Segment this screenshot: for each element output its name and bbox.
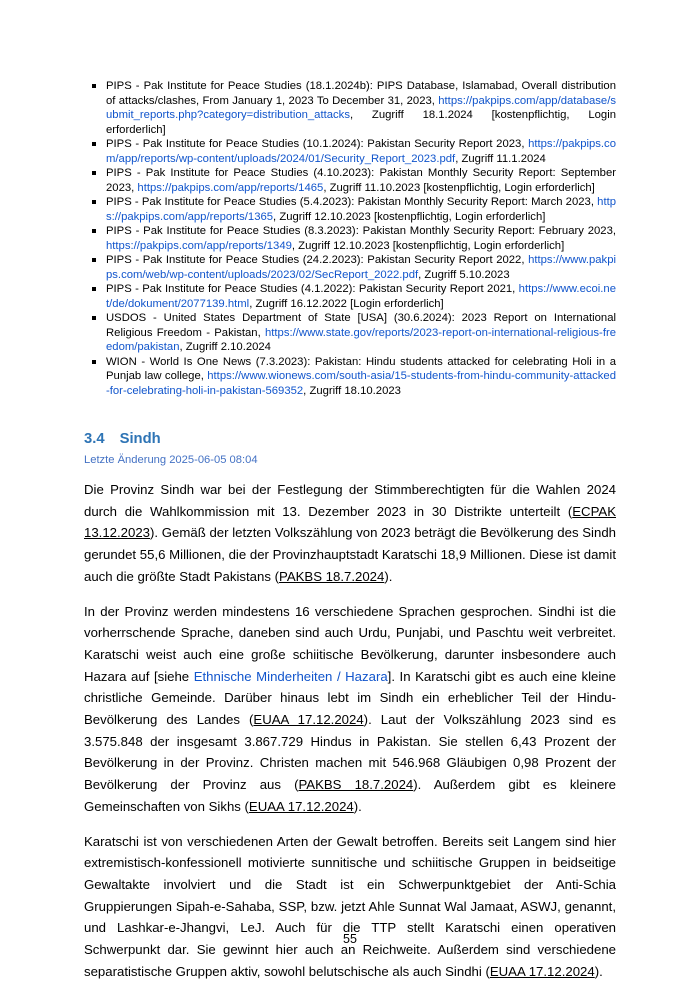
text-run: , Zugriff 11.10.2023 [kostenpflichtig, Login erforderlich] [323, 181, 595, 194]
citation-link[interactable]: PAKBS 18.7.2024 [279, 568, 385, 584]
reference-text [106, 166, 616, 195]
text-run: PIPS - Pak Institute for Peace Studies (10.1.2024): Pakistan Security Report 2023, [106, 138, 529, 150]
text-run: , Zugriff 2.10.2024 [179, 341, 271, 353]
square-bullet-icon [92, 137, 106, 152]
hyperlink[interactable]: https://pakpips.com/app/reports/1365 [106, 196, 616, 223]
text-run: PIPS - Pak Institute for Peace Studies (5.4.2023): Pakistan Monthly Security Report: March 2023, [106, 196, 598, 208]
text-run: ). Außerdem gibt es kleinere Gemeinschaften von Sikhs ( [84, 777, 616, 814]
text-run: ). Gemäß der letzten Volkszählung von 2023 beträgt die Bevölkerung des Sindh gerundet 55,6 Millionen, die der Provinzhauptstadt Karatschi 18,9 Millionen. Diese ist damit auch die größte Stadt Pakistans ( [84, 525, 616, 584]
reference-text [106, 195, 616, 224]
reference-text [106, 79, 616, 137]
text-run: ). Laut der Volkszählung 2023 sind es 3.575.848 der insgesamt 3.867.729 Hindus in Pakistan. Sie stellen 6,43 Prozent der Bevölkerung in der Provinz. Christen machen mit 546.968 Gläubigen 0,98 Prozent der Bevölkerung der Provinz aus ( [84, 712, 616, 793]
citation-link[interactable]: EUAA 17.12.2024 [253, 712, 364, 728]
reference-text [106, 311, 616, 355]
text-run: , Zugriff 5.10.2023 [418, 268, 510, 281]
text-run: , Zugriff 12.10.2023 [kostenpflichtig, Login erforderlich] [273, 210, 546, 223]
reference-item [92, 224, 616, 253]
reference-text [106, 253, 616, 282]
text-run: PIPS - Pak Institute for Peace Studies (24.2.2023): Pakistan Security Report 2022, [106, 254, 529, 266]
square-bullet-icon [92, 79, 106, 94]
references-list [84, 79, 616, 398]
section-heading [84, 431, 616, 447]
reference-item [92, 79, 616, 137]
text-run: PIPS - Pak Institute for Peace Studies (4.10.2023): Pakistan Monthly Security Report: September 2023, [106, 167, 616, 194]
body-paragraph [84, 831, 616, 983]
text-run: ). [594, 963, 603, 979]
citation-link[interactable]: PAKBS 18.7.2024 [298, 777, 414, 793]
text-run: , Zugriff 16.12.2022 [Login erforderlich] [249, 297, 444, 310]
hyperlink[interactable]: https://pakpips.com/app/reports/1349 [106, 239, 292, 252]
hyperlink[interactable]: https://www.state.gov/reports/2023-report-on-international-religious-freedom/pakistan [106, 326, 616, 353]
reference-item [92, 195, 616, 224]
text-run: Die Provinz Sindh war bei der Festlegung der Stimmberechtigten für die Wahlen 2024 durch die Wahlkommission mit 13. Dezember 2023 in 30 Distrikte unterteilt ( [84, 482, 616, 519]
reference-item [92, 253, 616, 282]
square-bullet-icon [92, 311, 106, 326]
text-run: , Zugriff 11.1.2024 [455, 152, 546, 165]
hyperlink[interactable]: https://www.pakpips.com/web/wp-content/uploads/2023/02/SecReport_2022.pdf [106, 254, 616, 281]
hyperlink[interactable]: https://pakpips.com/app/reports/1465 [137, 181, 324, 194]
hyperlink[interactable]: https://www.wionews.com/south-asia/15-students-from-hindu-community-attacked-for-celebrating-holi-in-pakistan-569352 [106, 370, 616, 397]
square-bullet-icon [92, 166, 106, 181]
hyperlink[interactable]: https://www.ecoi.net/de/dokument/2077139.html [106, 283, 616, 310]
square-bullet-icon [92, 355, 106, 370]
reference-text [106, 224, 616, 253]
page-number: 55 [343, 932, 357, 946]
reference-item [92, 282, 616, 311]
square-bullet-icon [92, 282, 106, 297]
text-run: PIPS - Pak Institute for Peace Studies (8.3.2023): Pakistan Monthly Security Report: February 2023, [106, 225, 616, 237]
hyperlink[interactable]: https://pakpips.com/app/database/submit_reports.php?category=distribution_attacks [106, 94, 616, 121]
hyperlink[interactable]: https://pakpips.com/app/reports/wp-content/uploads/2024/01/Security_Report_2023.pdf [106, 138, 616, 165]
body-paragraph [84, 479, 616, 588]
last-modified-note: Letzte Änderung 2025-06-05 08:04 [84, 454, 258, 466]
reference-text [106, 355, 616, 399]
square-bullet-icon [92, 195, 106, 210]
reference-item [92, 137, 616, 166]
text-run: USDOS - United States Department of State [USA] (30.6.2024): 2023 Report on International Religious Freedom - Pakistan, [106, 312, 616, 339]
section-title: Sindh [119, 431, 161, 447]
reference-text [106, 282, 616, 311]
text-run: ). [353, 798, 362, 814]
reference-text [106, 137, 616, 166]
text-run: PIPS - Pak Institute for Peace Studies (18.1.2024b): PIPS Database, Islamabad, Overall distribution of attacks/clashes, From January 1, 2023 To December 31, 2023, [106, 80, 616, 107]
citation-link[interactable]: EUAA 17.12.2024 [248, 798, 354, 814]
text-run: PIPS - Pak Institute for Peace Studies (4.1.2022): Pakistan Security Report 2021, [106, 283, 519, 295]
text-run: ). [384, 568, 393, 584]
square-bullet-icon [92, 224, 106, 239]
text-run: , Zugriff 18.1.2024 [kostenpflichtig, Login erforderlich] [106, 109, 616, 136]
text-run: Karatschi ist von verschiedenen Arten der Gewalt betroffen. Bereits seit Langem sind hier extremistisch-konfessionell motivierte sunnitische und schiitische Gruppen in beidseitige Gewaltakte involviert und die Stadt ist ein Schwerpunktgebiet der Anti-Schia Gruppierungen Sipah-e-Sahaba, SSP, bzw. jetzt Ahle Sunnat Wal Jamaat, ASWJ, genannt, und Lashkar-e-Jhangvi, LeJ. Auch für die TTP stellt Karatschi einen operativen Schwerpunkt dar. Sie gewinnt hier auch an Reichweite. Außerdem sind verschiedene separatistische Gruppen aktiv, sowohl belutschische als auch Sindhi ( [84, 833, 616, 979]
text-run: In der Provinz werden mindestens 16 verschiedene Sprachen gesprochen. Sindhi ist die vorherrschende Sprache, daneben sind auch Urdu, Punjabi, und Paschtu weit verbreitet. Karatschi weist auch eine große schiitische Bevölkerung, darunter insbesondere auch Hazara auf [siehe [84, 603, 616, 684]
citation-link[interactable]: ECPAK 13.12.2023 [84, 503, 616, 541]
section-number: 3.4 [84, 431, 105, 447]
square-bullet-icon [92, 253, 106, 268]
reference-item [92, 166, 616, 195]
hyperlink[interactable]: Ethnische Minderheiten / Hazara [193, 668, 388, 684]
reference-item [92, 311, 616, 355]
reference-item [92, 355, 616, 399]
text-run: ]. In Karatschi gibt es auch eine kleine christliche Gemeinde. Darüber hinaus lebt im Sindh ein erheblicher Teil der Hindu-Bevölkerung des Landes ( [84, 668, 616, 728]
citation-link[interactable]: EUAA 17.12.2024 [489, 963, 595, 979]
text-run: WION - World Is One News (7.3.2023): Pakistan: Hindu students attacked for celebrating Holi in a Punjab law college, [106, 355, 616, 382]
text-run: , Zugriff 12.10.2023 [kostenpflichtig, Login erforderlich] [291, 239, 565, 252]
body-paragraph [84, 601, 616, 818]
text-run: , Zugriff 18.10.2023 [303, 384, 401, 397]
